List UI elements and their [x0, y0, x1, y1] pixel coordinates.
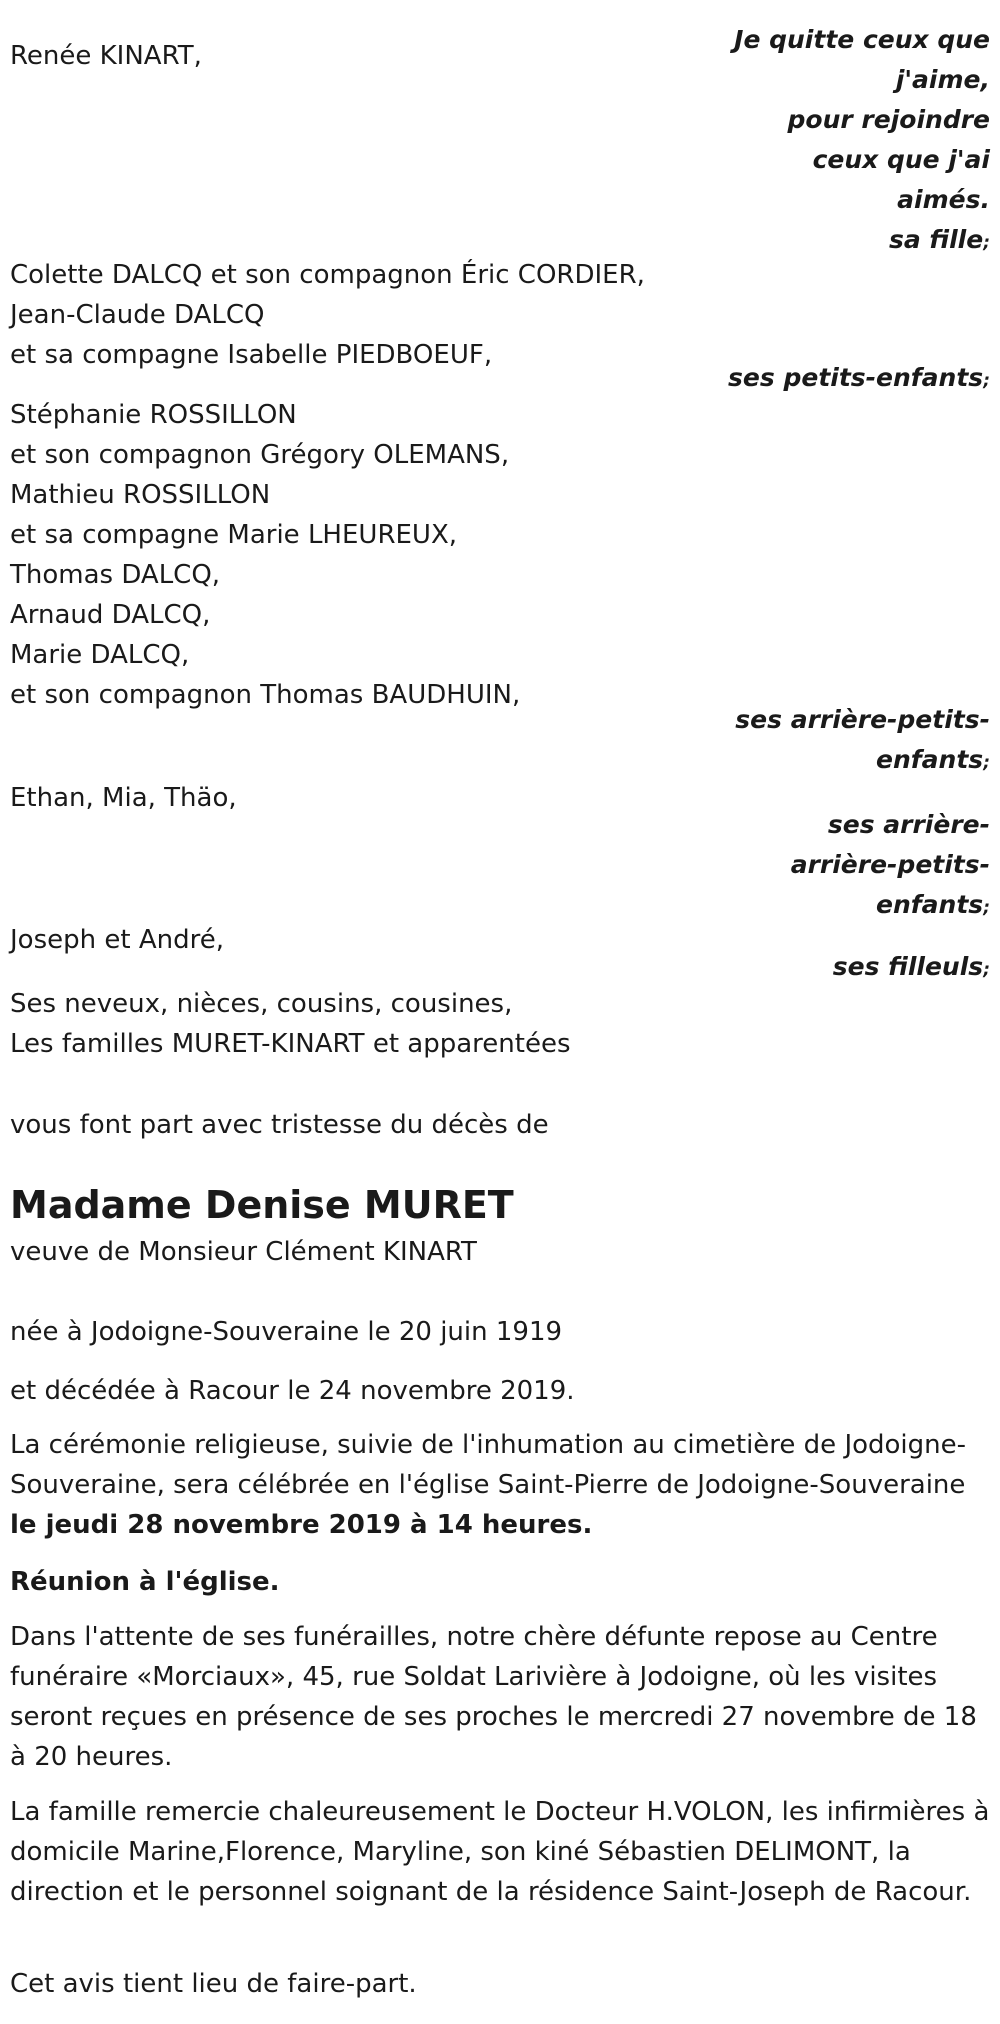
great-grandchild-line-2: et son compagnon Grégory OLEMANS,	[10, 440, 510, 470]
grandchild-line-2: Jean-Claude DALCQ	[10, 300, 265, 330]
relatives-list	[10, 984, 571, 1064]
great-grandchild-line-5: Thomas DALCQ,	[10, 560, 221, 590]
great-grandchildren-label-line-1: ses arrière-petits-	[735, 705, 990, 734]
poem-line-5: aimés.	[897, 185, 990, 214]
great-grandchild-line-4: et sa compagne Marie LHEUREUX,	[10, 520, 458, 550]
thanks-paragraph: La famille remercie chaleureusement le Docteur H.VOLON, les infirmières à domicile Marine,Florence, Maryline, son kiné Sébastien DELIMONT, la direction et le personnel soignant de la résidence Saint-Joseph de Racour.	[10, 1797, 990, 1907]
poem-block	[734, 20, 990, 263]
daughter-label-semicolon: ;	[983, 233, 990, 253]
ceremony-text: La cérémonie religieuse, suivie de l'inhumation au cimetière de Jodoigne-Souveraine, sera célébrée en l'église Saint-Pierre de Jodoigne-Souveraine	[10, 1430, 967, 1500]
grandchild-line-1: Colette DALCQ et son compagnon Éric CORDIER,	[10, 260, 645, 290]
great-grandchildren-label-line-2-text: enfants	[876, 745, 984, 774]
relatives-line-1: Ses neveux, nièces, cousins, cousines,	[10, 989, 513, 1019]
deceased-name: Madame Denise MURET	[10, 1183, 514, 1227]
great-grandchildren-label	[735, 700, 990, 783]
great-grandchild-line-8: et son compagnon Thomas BAUDHUIN,	[10, 680, 521, 710]
relatives-line-2: Les familles MURET-KINART et apparentées	[10, 1029, 571, 1059]
great-grandchildren-list	[10, 395, 520, 715]
godchildren-label-text: ses filleuls	[832, 952, 984, 981]
poem-line-3: pour rejoindre	[787, 105, 990, 134]
great-great-grandchildren-label	[791, 805, 990, 928]
grandchildren-label-text: ses petits-enfants	[728, 363, 984, 392]
announcement-intro: vous font part avec tristesse du décès de	[10, 1110, 549, 1140]
great-grandchildren-label-semicolon: ;	[983, 753, 990, 773]
great-great-label-line-2: arrière-petits-	[790, 850, 990, 879]
great-great-label-line-3	[791, 885, 990, 928]
great-great-grandchildren: Ethan, Mia, Thäo,	[10, 783, 237, 813]
grandchildren-list	[10, 255, 645, 375]
meeting-note: Réunion à l'église.	[10, 1567, 280, 1597]
ceremony-paragraph	[10, 1425, 990, 1545]
great-great-label-line-1: ses arrière-	[827, 810, 990, 839]
grandchildren-label-semicolon: ;	[983, 371, 990, 391]
godchildren-label	[833, 947, 990, 990]
death-info: et décédée à Racour le 24 novembre 2019.	[10, 1376, 575, 1406]
daughter-name: Renée KINART,	[10, 41, 202, 71]
wake-paragraph: Dans l'attente de ses funérailles, notre chère défunte repose au Centre funéraire «Morciaux», 45, rue Soldat Larivière à Jodoigne, où les visites seront reçues en présence de ses proches le mercredi 27 novembre de 18 à 20 heures.	[10, 1622, 977, 1772]
daughter-label-text: sa fille	[888, 225, 984, 254]
poem-line-2: j'aime,	[895, 65, 990, 94]
closing-note: Cet avis tient lieu de faire-part.	[10, 1969, 417, 1999]
daughter-label	[734, 220, 990, 263]
grandchild-line-3: et sa compagne Isabelle PIEDBOEUF,	[10, 340, 493, 370]
grandchildren-label	[728, 358, 990, 401]
great-great-label-semicolon: ;	[983, 898, 990, 918]
great-grandchildren-label-line-2	[735, 740, 990, 783]
birth-info: née à Jodoigne-Souveraine le 20 juin 1919	[10, 1317, 563, 1347]
great-great-label-line-3-text: enfants	[876, 890, 984, 919]
godchildren: Joseph et André,	[10, 925, 224, 955]
ceremony-date: le jeudi 28 novembre 2019 à 14 heures.	[10, 1510, 593, 1540]
poem-line-4: ceux que j'ai	[812, 145, 990, 174]
great-grandchild-line-3: Mathieu ROSSILLON	[10, 480, 271, 510]
great-grandchild-line-6: Arnaud DALCQ,	[10, 600, 211, 630]
godchildren-label-semicolon: ;	[983, 960, 990, 980]
great-grandchild-line-1: Stéphanie ROSSILLON	[10, 400, 297, 430]
great-grandchild-line-7: Marie DALCQ,	[10, 640, 190, 670]
widow-of: veuve de Monsieur Clément KINART	[10, 1237, 477, 1267]
poem-line-1: Je quitte ceux que	[734, 25, 990, 54]
